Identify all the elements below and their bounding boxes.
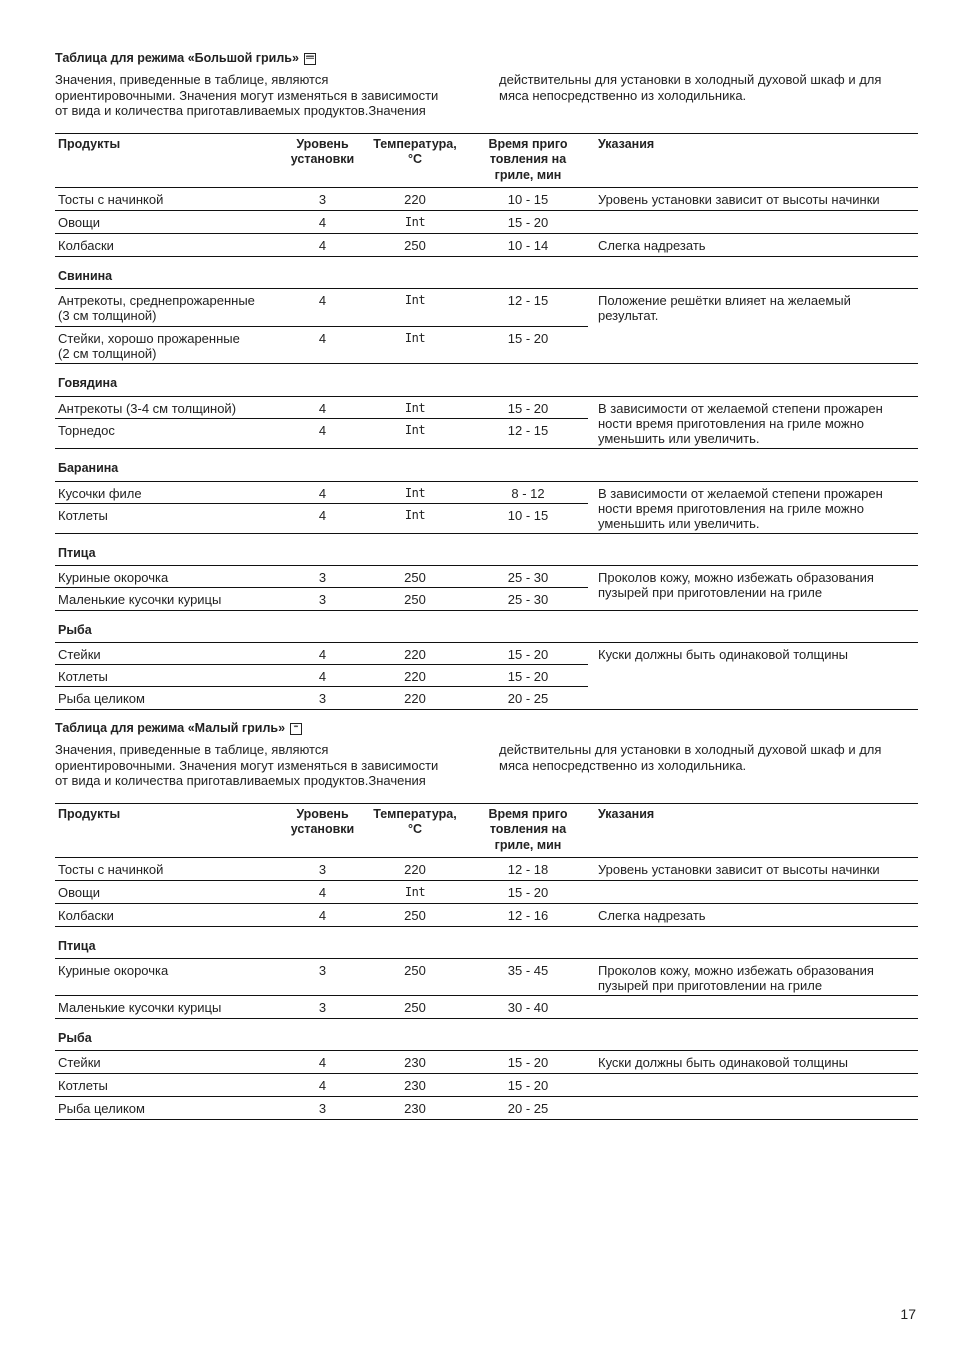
small-grill-title-text: Таблица для режима «Малый гриль» — [55, 721, 286, 735]
level-cell: 4 — [283, 327, 362, 364]
section-row — [55, 1019, 918, 1051]
small-grill-table — [55, 803, 918, 1120]
product-cell: Куриные окорочка — [55, 959, 283, 996]
section-heading: Говядина — [55, 364, 918, 397]
small-grill-intro-right: действительны для установки в холодный духовой шкаф и для мяса непосредственно из холодильника. — [499, 742, 882, 773]
table-row — [55, 211, 918, 234]
temperature-cell: 250 — [362, 566, 468, 588]
table-row — [55, 1097, 918, 1120]
temperature-cell: 220 — [362, 665, 468, 687]
temperature-cell: Int — [362, 504, 468, 534]
level-cell: 4 — [283, 419, 362, 449]
header-level: Уровень установки — [283, 804, 362, 858]
temperature-cell: 250 — [362, 234, 468, 257]
large-grill-intro-left: Значения, приведенные в таблице, являются ориентировочными. Значения могут изменяться в зависимости от вида и количества приготавливаемых продуктов.Значения — [55, 72, 439, 118]
level-cell: 4 — [283, 482, 362, 504]
table-row — [55, 959, 918, 996]
large-grill-table — [55, 133, 918, 710]
time-cell: 30 - 40 — [468, 996, 588, 1019]
large-grill-icon — [304, 53, 316, 65]
level-cell: 4 — [283, 665, 362, 687]
note-cell: Слегка надрезать — [588, 234, 918, 257]
product-cell: Куриные окорочка — [55, 566, 283, 588]
note-cell — [588, 1097, 918, 1120]
table-row — [55, 234, 918, 257]
level-cell: 4 — [283, 881, 362, 904]
small-grill-title — [55, 721, 302, 736]
temperature-cell: 250 — [362, 904, 468, 927]
product-cell: Торнедос — [55, 419, 283, 449]
section-row — [55, 257, 918, 289]
temperature-cell: 220 — [362, 858, 468, 881]
time-cell: 15 - 20 — [468, 327, 588, 364]
time-cell: 15 - 20 — [468, 1074, 588, 1097]
product-cell: Котлеты — [55, 665, 283, 687]
time-cell: 10 - 15 — [468, 188, 588, 211]
temperature-cell: Int — [362, 397, 468, 419]
section-heading: Птица — [55, 927, 918, 959]
section-heading: Баранина — [55, 449, 918, 482]
table-row — [55, 482, 918, 504]
time-cell: 15 - 20 — [468, 397, 588, 419]
header-note: Указания — [588, 804, 918, 858]
time-cell: 15 - 20 — [468, 643, 588, 665]
note-cell: Куски должны быть одинаковой толщины — [588, 1051, 918, 1074]
level-cell: 3 — [283, 858, 362, 881]
time-cell: 15 - 20 — [468, 665, 588, 687]
product-cell: Маленькие кусочки курицы — [55, 588, 283, 611]
note-cell: Проколов кожу, можно избежать образования пузырей при приготовлении на гриле — [588, 959, 918, 996]
product-cell: Маленькие кусочки курицы — [55, 996, 283, 1019]
table-header-row — [55, 134, 918, 188]
product-cell: Котлеты — [55, 504, 283, 534]
header-note: Указания — [588, 134, 918, 188]
time-cell: 15 - 20 — [468, 881, 588, 904]
level-cell: 3 — [283, 588, 362, 611]
section-heading: Птица — [55, 534, 918, 566]
temperature-cell: Int — [362, 211, 468, 234]
note-cell — [588, 881, 918, 904]
table-row — [55, 643, 918, 665]
level-cell: 3 — [283, 566, 362, 588]
product-cell: Стейки, хорошо прожаренные (2 см толщиной) — [55, 327, 283, 364]
level-cell: 4 — [283, 643, 362, 665]
table-row — [55, 1051, 918, 1074]
product-cell: Стейки — [55, 1051, 283, 1074]
table-row — [55, 289, 918, 327]
temperature-cell: 230 — [362, 1051, 468, 1074]
time-cell: 12 - 16 — [468, 904, 588, 927]
table-row — [55, 858, 918, 881]
level-cell: 3 — [283, 996, 362, 1019]
note-cell — [588, 996, 918, 1019]
table-header-row — [55, 804, 918, 858]
temperature-cell: Int — [362, 289, 468, 327]
temperature-cell: 220 — [362, 188, 468, 211]
header-product: Продукты — [55, 134, 283, 188]
section-row — [55, 927, 918, 959]
temperature-cell: 250 — [362, 588, 468, 611]
product-cell: Антрекоты (3-4 см толщиной) — [55, 397, 283, 419]
level-cell: 4 — [283, 234, 362, 257]
table-row — [55, 188, 918, 211]
time-cell: 20 - 25 — [468, 1097, 588, 1120]
temperature-cell: 220 — [362, 643, 468, 665]
table-row — [55, 996, 918, 1019]
level-cell: 3 — [283, 687, 362, 710]
small-grill-icon — [290, 723, 302, 735]
header-product: Продукты — [55, 804, 283, 858]
small-grill-intro-left: Значения, приведенные в таблице, являются ориентировочными. Значения могут изменяться в зависимости от вида и количества приготавливаемых продуктов.Значения — [55, 742, 439, 788]
product-cell: Антрекоты, среднепрожаренные (3 см толщиной) — [55, 289, 283, 327]
product-cell: Тосты с начинкой — [55, 188, 283, 211]
product-cell: Овощи — [55, 881, 283, 904]
time-cell: 35 - 45 — [468, 959, 588, 996]
time-cell: 15 - 20 — [468, 1051, 588, 1074]
time-cell: 25 - 30 — [468, 566, 588, 588]
temperature-cell: 250 — [362, 959, 468, 996]
header-level: Уровень установки — [283, 134, 362, 188]
time-cell: 12 - 18 — [468, 858, 588, 881]
level-cell: 3 — [283, 1097, 362, 1120]
time-cell: 10 - 14 — [468, 234, 588, 257]
level-cell: 4 — [283, 211, 362, 234]
level-cell: 3 — [283, 188, 362, 211]
product-cell: Овощи — [55, 211, 283, 234]
large-grill-title-text: Таблица для режима «Большой гриль» — [55, 51, 299, 65]
level-cell: 4 — [283, 397, 362, 419]
product-cell: Колбаски — [55, 234, 283, 257]
page-number: 17 — [900, 1306, 916, 1322]
product-cell: Котлеты — [55, 1074, 283, 1097]
time-cell: 10 - 15 — [468, 504, 588, 534]
temperature-cell: Int — [362, 482, 468, 504]
time-cell: 20 - 25 — [468, 687, 588, 710]
large-grill-title — [55, 51, 316, 66]
temperature-cell: 230 — [362, 1097, 468, 1120]
large-grill-intro-right: действительны для установки в холодный духовой шкаф и для мяса непосредственно из холодильника. — [499, 72, 882, 103]
note-cell: Проколов кожу, можно избежать образования пузырей при приготовлении на гриле — [588, 566, 918, 611]
note-cell: В зависимости от желаемой степени прожарен ности время приготовления на гриле можно уменьшить или увеличить. — [588, 397, 918, 449]
section-heading: Свинина — [55, 257, 918, 289]
product-cell: Стейки — [55, 643, 283, 665]
table-row — [55, 397, 918, 419]
header-time: Время приго товления на гриле, мин — [468, 804, 588, 858]
header-temperature: Температура, °C — [362, 804, 468, 858]
section-heading: Рыба — [55, 611, 918, 643]
time-cell: 12 - 15 — [468, 419, 588, 449]
temperature-cell: Int — [362, 419, 468, 449]
section-row — [55, 364, 918, 397]
section-row — [55, 449, 918, 482]
temperature-cell: Int — [362, 881, 468, 904]
level-cell: 4 — [283, 504, 362, 534]
note-cell: В зависимости от желаемой степени прожарен ности время приготовления на гриле можно уменьшить или увеличить. — [588, 482, 918, 534]
time-cell: 15 - 20 — [468, 211, 588, 234]
table-row — [55, 1074, 918, 1097]
note-cell — [588, 211, 918, 234]
note-cell: Уровень установки зависит от высоты начинки — [588, 188, 918, 211]
temperature-cell: Int — [362, 327, 468, 364]
note-cell — [588, 1074, 918, 1097]
time-cell: 25 - 30 — [468, 588, 588, 611]
table-row — [55, 881, 918, 904]
header-temperature: Температура, °C — [362, 134, 468, 188]
section-heading: Рыба — [55, 1019, 918, 1051]
product-cell: Тосты с начинкой — [55, 858, 283, 881]
product-cell: Кусочки филе — [55, 482, 283, 504]
table-row — [55, 566, 918, 588]
product-cell: Рыба целиком — [55, 1097, 283, 1120]
table-row — [55, 904, 918, 927]
level-cell: 4 — [283, 904, 362, 927]
level-cell: 4 — [283, 1074, 362, 1097]
section-row — [55, 534, 918, 566]
note-cell: Слегка надрезать — [588, 904, 918, 927]
product-cell: Рыба целиком — [55, 687, 283, 710]
product-cell: Колбаски — [55, 904, 283, 927]
note-cell: Положение решётки влияет на желаемый результат. — [588, 289, 918, 364]
level-cell: 4 — [283, 1051, 362, 1074]
time-cell: 12 - 15 — [468, 289, 588, 327]
section-row — [55, 611, 918, 643]
time-cell: 8 - 12 — [468, 482, 588, 504]
level-cell: 3 — [283, 959, 362, 996]
note-cell: Уровень установки зависит от высоты начинки — [588, 858, 918, 881]
temperature-cell: 220 — [362, 687, 468, 710]
level-cell: 4 — [283, 289, 362, 327]
note-cell: Куски должны быть одинаковой толщины — [588, 643, 918, 710]
header-time: Время приго товления на гриле, мин — [468, 134, 588, 188]
temperature-cell: 230 — [362, 1074, 468, 1097]
temperature-cell: 250 — [362, 996, 468, 1019]
